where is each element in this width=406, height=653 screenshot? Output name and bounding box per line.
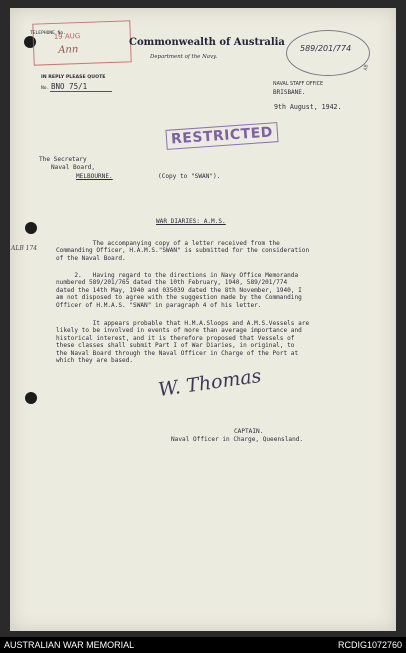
letter-date: 9th August, 1942.	[274, 103, 342, 111]
signature-rank: CAPTAIN.	[234, 428, 264, 435]
received-stamp	[32, 20, 131, 65]
paragraph-3: It appears probable that H.M.A.Sloops and A.M.S.Vessels are likely to be involved in events of more than average importance and historical interest, and it is therefore proposed that Vessels of these classes shall submit Part I of War Diaries, in original, to the Naval Board through the Naval Officer in Charge of the Port at which they are based.	[56, 320, 310, 365]
subject-line: WAR DIARIES: A.M.S.	[156, 218, 226, 225]
address-line-3: MELBOURNE.	[76, 173, 113, 180]
office-label: NAVAL STAFF OFFICE	[273, 82, 324, 87]
margin-note-left: ALB 174	[11, 245, 38, 252]
paragraph-2: 2. Having regard to the directions in Navy Office Memoranda numbered 589/201/765 dated the 10th February, 1940, 589/201/774 dated the 14th May, 1940 and 035039 dated the 8th November, 1940, I am not disposed to agree with the suggestion made by the Commanding Officer of H.M.A.S. "SWAN" in paragraph 4 of his letter.	[56, 272, 302, 309]
archive-footer	[0, 637, 406, 653]
footer-source: AUSTRALIAN WAR MEMORIAL	[4, 640, 135, 650]
punch-hole	[25, 392, 37, 404]
margin-note-top: AB	[362, 64, 370, 72]
department-stamp-number: 589/201/774	[300, 44, 352, 53]
reply-underline	[50, 91, 112, 92]
reply-no-prefix: No.	[41, 86, 50, 91]
department-stamp	[286, 30, 370, 76]
restricted-stamp: RESTRICTED	[165, 122, 278, 150]
address-line-1: The Secretary	[39, 156, 87, 163]
copy-note: (Copy to "SWAN").	[158, 173, 221, 180]
paragraph-1: The accompanying copy of a letter received from the Commanding Officer, H.A.M.S."SWAN" is submitted for the consideration of the Naval Board.	[56, 240, 310, 262]
reply-label: IN REPLY PLEASE QUOTE	[41, 75, 106, 80]
document-page	[10, 8, 396, 631]
letterhead-department: Department of the Navy.	[150, 54, 218, 60]
received-initials: Ann	[58, 44, 79, 56]
reply-reference: BNO 75/1	[51, 82, 88, 91]
office-city: BRISBANE.	[273, 89, 306, 96]
received-stamp-date: 19 AUG	[53, 32, 81, 41]
telephone-label: TELEPHONE No.	[30, 31, 66, 36]
address-line-2: Naval Board,	[51, 164, 96, 171]
handwritten-signature: W. Thomas	[156, 364, 263, 402]
footer-record-id: RCDIG1072760	[337, 640, 402, 650]
letterhead-title: Commonwealth of Australia	[129, 37, 285, 48]
punch-hole	[25, 222, 37, 234]
signature-title: Naval Officer in Charge, Queensland.	[171, 436, 304, 443]
